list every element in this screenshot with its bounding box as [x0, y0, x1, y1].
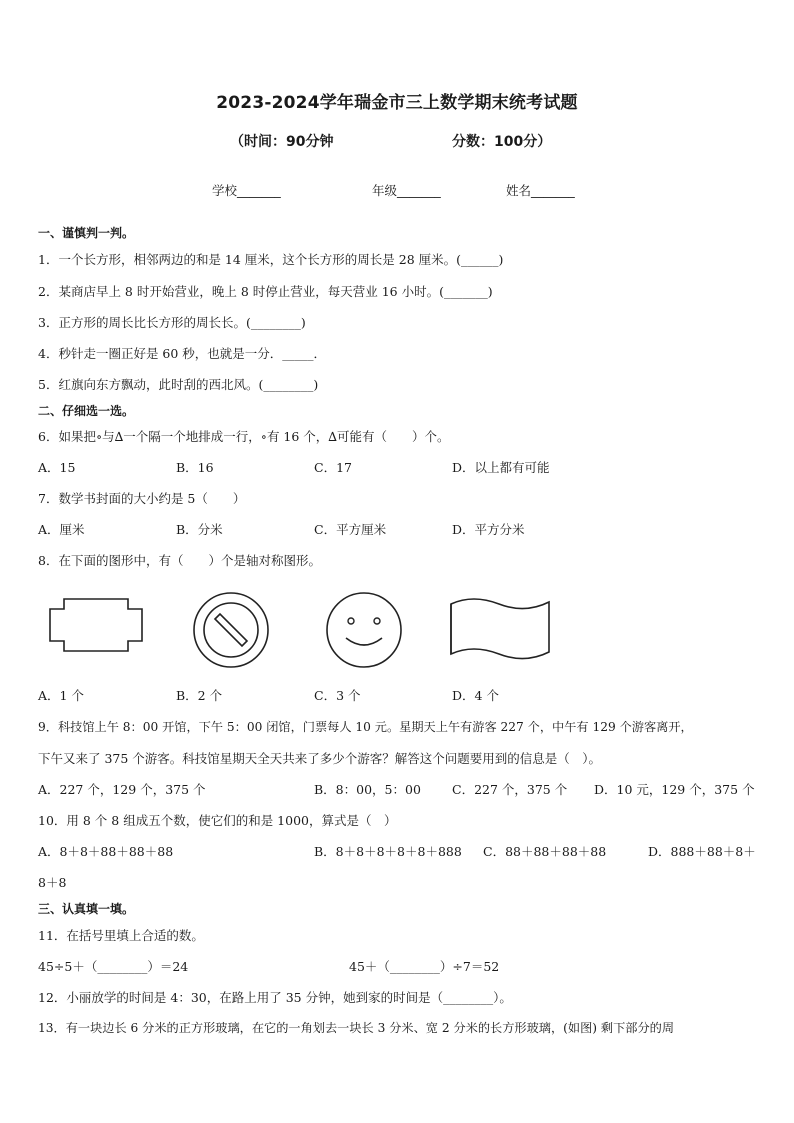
- q11-equation-a: 45÷5＋（________）＝24: [38, 959, 189, 974]
- page-title: 2023-2024学年瑞金市三上数学期末统考试题: [216, 93, 578, 113]
- question-1: 1．一个长方形，相邻两边的和是 14 厘米，这个长方形的周长是 28 厘米。(______): [38, 252, 504, 267]
- question-9-line-1: 9．科技馆上午 8：00 开馆，下午 5：00 闭馆，门票每人 10 元。星期天上午有游客 227 个，中午有 129 个游客离开，: [38, 720, 693, 734]
- grade-field[interactable]: 年级_______: [372, 183, 441, 198]
- q8-option-d[interactable]: D．4 个: [452, 688, 499, 703]
- q7-option-b[interactable]: B．分米: [176, 522, 223, 537]
- q10-option-a[interactable]: A．8＋8＋88＋88＋88: [38, 844, 174, 859]
- school-field[interactable]: 学校_______: [212, 183, 281, 198]
- q9-option-a[interactable]: A．227 个，129 个，375 个: [38, 782, 206, 797]
- q6-option-d[interactable]: D．以上都有可能: [452, 460, 550, 475]
- figure-notched-rectangle: [48, 597, 144, 653]
- q9-option-d[interactable]: D．10 元，129 个，375 个: [594, 782, 755, 797]
- question-3: 3．正方形的周长比长方形的周长长。(________): [38, 315, 306, 330]
- q7-option-d[interactable]: D．平方分米: [452, 522, 525, 537]
- figure-prohibition-sign: [191, 590, 271, 670]
- q10-option-c[interactable]: C．88＋88＋88＋88: [483, 844, 607, 859]
- q10-option-d[interactable]: D．888＋88＋8＋: [648, 844, 756, 859]
- q10-option-d-continued: 8＋8: [38, 875, 67, 890]
- q11-equation-b: 45＋（________）÷7＝52: [349, 959, 500, 974]
- question-2: 2．某商店早上 8 时开始营业，晚上 8 时停止营业，每天营业 16 小时。(_______): [38, 284, 493, 299]
- question-4: 4．秒针走一圈正好是 60 秒，也就是一分．_____．: [38, 346, 327, 361]
- q6-option-a[interactable]: A．15: [38, 460, 76, 475]
- question-10: 10．用 8 个 8 组成五个数，使它们的和是 1000，算式是（ ）: [38, 813, 397, 828]
- figure-smiley-face: [324, 590, 404, 670]
- figure-waving-flag: [447, 594, 553, 664]
- question-8: 8．在下面的图形中，有（ ）个是轴对称图形。: [38, 553, 321, 568]
- question-9-line-2: 下午又来了 375 个游客。科技馆星期天全天共来了多少个游客？解答这个问题要用到的信息是（ ）。: [38, 751, 602, 766]
- name-field[interactable]: 姓名_______: [506, 183, 575, 198]
- section-1-heading: 一、谨慎判一判。: [38, 226, 135, 240]
- q9-option-c[interactable]: C．227 个，375 个: [452, 782, 568, 797]
- question-7: 7．数学书封面的大小约是 5（ ）: [38, 491, 246, 506]
- q8-option-b[interactable]: B．2 个: [176, 688, 223, 703]
- q6-option-b[interactable]: B．16: [176, 460, 214, 475]
- section-3-heading: 三、认真填一填。: [38, 902, 135, 916]
- exam-score: 分数：100分）: [452, 134, 552, 150]
- question-13: 13．有一块边长 6 分米的正方形玻璃，在它的一角划去一块长 3 分米、宽 2 分米的长方形玻璃，(如图) 剩下部分的周: [38, 1021, 675, 1035]
- q8-option-c[interactable]: C．3 个: [314, 688, 361, 703]
- question-5: 5．红旗向东方飘动，此时刮的西北风。(________): [38, 377, 319, 392]
- q10-option-b[interactable]: B．8＋8＋8＋8＋8＋888: [314, 844, 462, 859]
- exam-time: （时间：90分钟: [230, 134, 334, 150]
- q9-option-b[interactable]: B．8：00，5：00: [314, 782, 421, 797]
- q6-option-c[interactable]: C．17: [314, 460, 352, 475]
- question-11: 11．在括号里填上合适的数。: [38, 928, 204, 943]
- q8-option-a[interactable]: A．1 个: [38, 688, 84, 703]
- q7-option-a[interactable]: A．厘米: [38, 522, 85, 537]
- section-2-heading: 二、仔细选一选。: [38, 404, 135, 418]
- question-6: 6．如果把∘与∆一个隔一个地排成一行，∘有 16 个，∆可能有（ ）个。: [38, 429, 450, 444]
- q7-option-c[interactable]: C．平方厘米: [314, 522, 387, 537]
- question-12: 12．小丽放学的时间是 4：30，在路上用了 35 分钟，她到家的时间是（________）。: [38, 990, 512, 1005]
